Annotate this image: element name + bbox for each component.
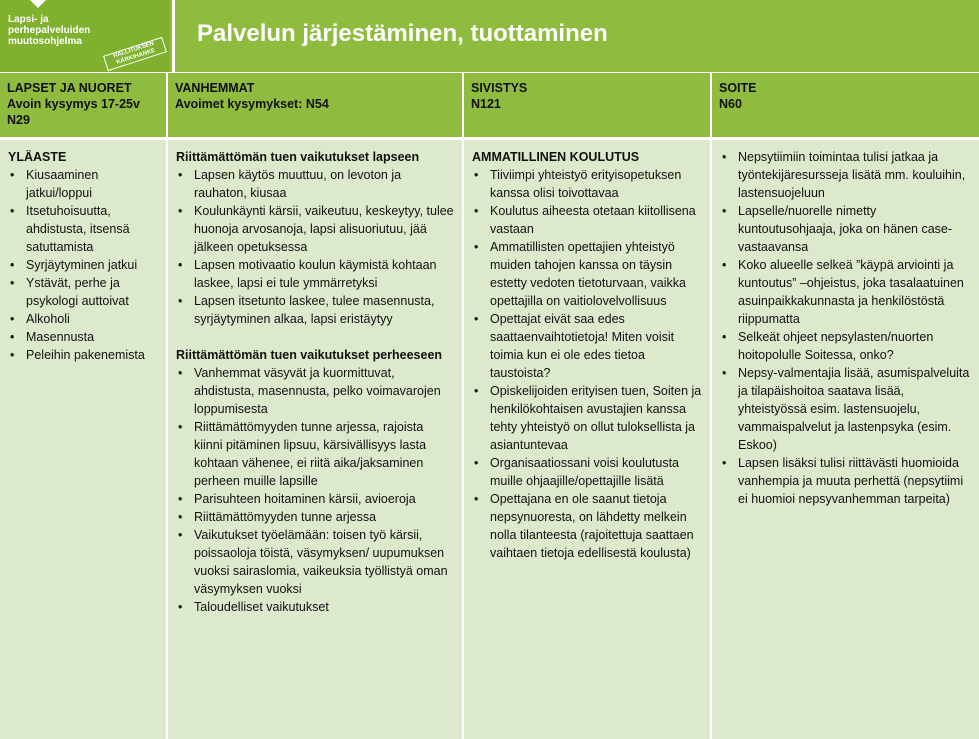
list-item: • Kiusaaminen jatkui/loppui xyxy=(26,166,159,202)
bullet-list xyxy=(8,166,159,364)
column-body xyxy=(712,140,979,739)
list-item: • Ammatillisten opettajien yhteistyö muiden tahojen kanssa on täysin estetty vedoten tietoturvaan, vaikka opettajilla on vaitiolovelvollisuus xyxy=(490,238,703,310)
column-body xyxy=(0,140,166,739)
column-lapset-ja-nuoret xyxy=(0,73,166,739)
page-title: Palvelun järjestäminen, tuottaminen xyxy=(197,20,608,47)
column-vanhemmat xyxy=(168,73,462,739)
column-header-line-2: N60 xyxy=(719,97,742,111)
bullet-list xyxy=(176,166,455,328)
list-item: • Koulunkäynti kärsii, vaikeutuu, keskeytyy, tulee huonoja arvosanoja, lapsi alisuoriutuu, jää jälkeen opetuksessa xyxy=(194,202,455,256)
list-item: • Nepsy-valmentajia lisää, asumispalveluita ja tilapäishoitoa saatava lisää, yhteistyössä esim. lastensuojelu, vammaispalvelut ja lastenpsyka (esim. Eskoo) xyxy=(738,364,972,454)
list-item: • Vanhemmat väsyvät ja kuormittuvat, ahdistusta, masennusta, pelko voimavarojen loppumisesta xyxy=(194,364,455,418)
column-header-line-1: SIVISTYS xyxy=(471,81,528,95)
bullet-list xyxy=(720,148,972,508)
list-item: • Vaikutukset työelämään: toisen työ kärsii, poissaoloja töistä, väsymyksen/ uupumuksen vuoksi sairaslomia, vaikeuksia työllistyä oman väsymyksen vuoksi xyxy=(194,526,455,598)
list-item: • Lapsen itsetunto laskee, tulee masennusta, syrjäytyminen alkaa, lapsi eristäytyy xyxy=(194,292,455,328)
logo-line-1: Lapsi- ja xyxy=(8,14,49,25)
list-item: • Koko alueelle selkeä ”käypä arviointi ja kuntoutus” –ohjeistus, joka tasalaatuinen asuinpaikkakunnasta ja henkilöstöstä riippumatta xyxy=(738,256,972,328)
logo-line-2: perhepalveluiden xyxy=(8,25,91,36)
column-header-line-1: LAPSET JA NUORET xyxy=(7,81,132,95)
section-spacer xyxy=(176,328,455,346)
list-item: • Masennusta xyxy=(26,328,159,346)
list-item: • Organisaatiossani voisi koulutusta muille ohjaajille/opettajille lisätä xyxy=(490,454,703,490)
logo-text xyxy=(8,14,90,47)
list-item: • Parisuhteen hoitaminen kärsii, avioeroja xyxy=(194,490,455,508)
column-header xyxy=(0,73,166,137)
list-item: • Ystävät, perhe ja psykologi auttoivat xyxy=(26,274,159,310)
list-item: • Opettajana en ole saanut tietoja nepsynuoresta, on lähdetty melkein nolla tilanteesta (rajoitettuja saattaen vaihtaen tietoja edellisestä koulusta) xyxy=(490,490,703,562)
column-body xyxy=(464,140,710,739)
column-body xyxy=(168,140,462,739)
survey-table xyxy=(0,73,979,739)
column-header xyxy=(712,73,979,137)
column-header-line-3: N29 xyxy=(7,113,30,127)
section-title: Riittämättömän tuen vaikutukset lapseen xyxy=(176,150,420,164)
bullet-list xyxy=(472,166,703,562)
list-item: • Koulutus aiheesta otetaan kiitollisena vastaan xyxy=(490,202,703,238)
bullet-list xyxy=(176,364,455,616)
list-item: • Taloudelliset vaikutukset xyxy=(194,598,455,616)
list-item: • Alkoholi xyxy=(26,310,159,328)
header-row-divider xyxy=(0,137,979,140)
list-item: • Nepsytiimiin toimintaa tulisi jatkaa ja työntekijäresursseja lisätä mm. kouluihin, lastensuojeluun xyxy=(738,148,972,202)
column-header-line-1: SOITE xyxy=(719,81,757,95)
list-item: • Lapsen motivaatio koulun käymistä kohtaan laskee, lapsi ei tule ymmärretyksi xyxy=(194,256,455,292)
column-header-line-2: N121 xyxy=(471,97,501,111)
logo-line-3: muutosohjelma xyxy=(8,36,82,47)
header-bar xyxy=(0,0,979,72)
column-header-line-1: VANHEMMAT xyxy=(175,81,255,95)
section-title: AMMATILLINEN KOULUTUS xyxy=(472,150,640,164)
logo-notch-shape xyxy=(30,0,46,8)
list-item: • Riittämättömyyden tunne arjessa xyxy=(194,508,455,526)
list-item: • Lapsen lisäksi tulisi riittävästi huomioida vanhempia ja muuta perhettä (nepsytiimi ei huomioi nepsyvanhemman tarpeita) xyxy=(738,454,972,508)
list-item: • Riittämättömyyden tunne arjessa, rajoista kiinni pitäminen lipsuu, kärsivällisyys lasta kohtaan vähenee, ei riitä aika/jaksaminen perheen muille lapsille xyxy=(194,418,455,490)
list-item: • Opiskelijoiden erityisen tuen, Soiten ja henkilökohtaisen avustajien kanssa tehty yhteistyö on ollut tuloksellista ja asiantuntevaa xyxy=(490,382,703,454)
column-soite xyxy=(712,73,979,739)
column-header xyxy=(168,73,462,137)
list-item: • Syrjäytyminen jatkui xyxy=(26,256,159,274)
column-header-line-2: Avoimet kysymykset: N54 xyxy=(175,97,329,111)
list-item: • Opettajat eivät saa edes saattaenvaihtotietoja! Miten voisit toimia kun ei ole edes tietoa taustoista? xyxy=(490,310,703,382)
column-header-line-2: Avoin kysymys 17-25v xyxy=(7,97,140,111)
list-item: • Peleihin pakenemista xyxy=(26,346,159,364)
header-divider xyxy=(172,0,175,72)
list-item: • Selkeät ohjeet nepsylasten/nuorten hoitopolulle Soitessa, onko? xyxy=(738,328,972,364)
list-item: • Lapselle/nuorelle nimetty kuntoutusohjaaja, joka on hänen case-vastaavansa xyxy=(738,202,972,256)
section-title: Riittämättömän tuen vaikutukset perheeseen xyxy=(176,348,443,362)
logo-badge: HALLITUKSEN KÄRKIHANKE xyxy=(103,37,167,71)
column-sivistys xyxy=(464,73,710,739)
list-item: • Itsetuhoisuutta, ahdistusta, itsensä satuttamista xyxy=(26,202,159,256)
program-logo xyxy=(0,0,170,72)
section-title: YLÄASTE xyxy=(8,150,67,164)
column-header xyxy=(464,73,710,137)
list-item: • Tiiviimpi yhteistyö erityisopetuksen kanssa olisi toivottavaa xyxy=(490,166,703,202)
list-item: • Lapsen käytös muuttuu, on levoton ja rauhaton, kiusaa xyxy=(194,166,455,202)
